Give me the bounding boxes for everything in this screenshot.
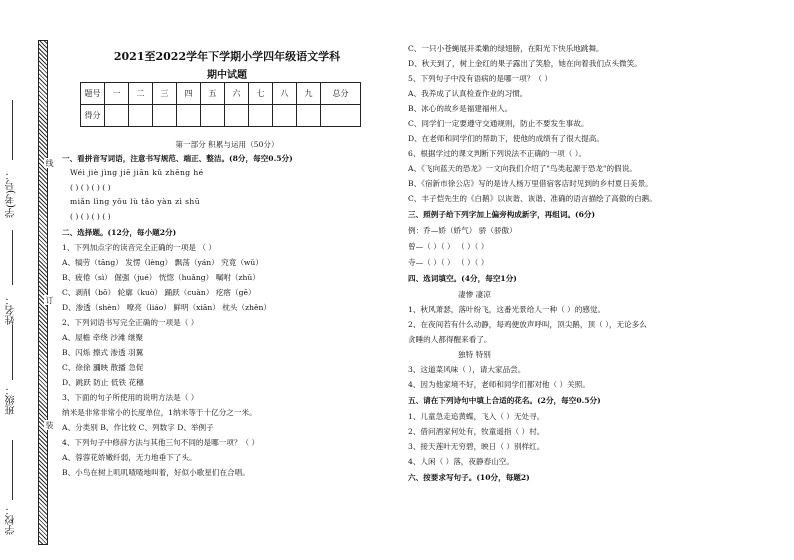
school-blank[interactable] [12,440,13,500]
fill-in-row[interactable]: 曾—（ ）（ ） （ ）（ ） [408,242,489,251]
class-blank[interactable] [12,325,13,380]
section-heading: 四、选词填空。(4分，每空1分) [408,274,517,283]
score-cell: 九 [297,83,321,105]
binding-mark-ding: 订 [45,296,54,304]
question-text: 1、下列加点字的读音完全正确的一项是 （ ） [62,243,216,252]
student-id-blank[interactable] [12,100,13,160]
score-input-cell[interactable] [249,105,273,127]
fill-in-sentence[interactable]: 4、因为他家境不好，老师和同学们都对他（ ）关照。 [408,380,590,389]
score-cell: 六 [225,83,249,105]
score-cell: 二 [129,83,153,105]
binding-mark-zhuang: 装 [45,421,54,429]
option-text: B、《宿新市徐公店》写的是诗人杨万里借宿客店时见到的乡村夏日美景。 [408,179,653,188]
option-text: A、分类别 B、作比较 C、列数字 D、举例子 [62,423,214,432]
score-cell: 题号 [81,83,105,105]
fill-in-sentence[interactable]: 2、借问酒家何处有，牧童遥指（ ）村。 [408,427,545,436]
option-text: C、徐徐 瀰映 散播 急促 [62,363,144,372]
option-text: A、《飞向蓝天的恐龙》一文向我们介绍了"鸟类起源于恐龙"的假说。 [408,164,637,173]
fill-in-sentence[interactable]: 3、接天莲叶无穷碧，映日（ ）别样红。 [408,442,545,451]
part-one-heading: 第一部分 积累与运用（50分） [175,140,279,149]
binding-mark-xian: 线 [45,159,54,167]
exam-title: 2021至2022学年下学期小学四年级语文学科 [113,50,341,63]
section-heading: 五、请在下列诗句中填上合适的花名。(2分，每空0.5分) [408,396,601,405]
fill-in-row[interactable]: 寺—（ ）（ ） （ ）（ ） [408,258,489,267]
sentence-continuation: 贪睡的人都得醒来看了。 [408,335,492,344]
option-text: B、疲倦（sì） 倔强（jué） 恍惚（huǎng） 嘱咐（zhǔ） [62,273,260,282]
question-text: 6、根据学过的课文判断下列说法不正确的一项（ ）。 [408,149,587,158]
section-heading: 六、按要求写句子。(10分，每题2) [408,473,530,482]
option-text: D、在老师和同学们的帮助下，使他的成绩有了很大提高。 [408,134,604,143]
score-cell: 一 [105,83,129,105]
option-text: A、我养成了认真检查作业的习惯。 [408,89,528,98]
word-choices: 独特 特别 [458,350,491,359]
answer-blanks-row[interactable]: ( ) ( ) ( ) ( ) [70,212,111,221]
school-label: 学校： [6,505,17,535]
score-input-cell[interactable] [273,105,297,127]
question-text: 4、下列句子中修辞方法与其他三句不同的是哪一项？（ ） [62,438,260,447]
score-table-score-row [81,105,361,127]
question-text: 5、下列句子中没有语病的是哪一项？（ ） [408,74,552,83]
section-heading: 二、选择题。(12分，每小题2分) [62,228,177,237]
question-text: 2、下列词语书写完全正确的一项是（ ） [62,318,199,327]
score-input-cell[interactable] [201,105,225,127]
question-text: 纳米是非常非常小的长度单位，1纳米等于十亿分之一米。 [62,408,257,417]
option-text: C、丰子恺先生的《白鹅》以诙谐、诙谐、准确的语言描绘了高傲的白鹅。 [408,194,657,203]
option-text: C、一只小苍蝇展开柔嫩的绿翅膀，在阳光下快乐地跳舞。 [408,44,604,53]
name-label: 姓名： [6,295,17,325]
score-cell: 八 [273,83,297,105]
score-table [80,82,361,127]
option-text: A、犒劳（tāng） 发愣（lèng） 飘荡（yán） 究竟（wǔ） [62,258,263,267]
fill-in-sentence[interactable]: 1、儿童急走追黄蝶，飞入（ ）无处寻。 [408,412,545,421]
option-text: C、剥削（bō） 轮廓（kuò） 踊跃（cuàn） 疙瘩（gē） [62,288,256,297]
score-input-cell[interactable] [297,105,321,127]
question-text: 3、下面的句子所使用的说明方法是（ ） [62,393,199,402]
fill-in-sentence[interactable]: 4、人闲（ ）落，夜静春山空。 [408,457,514,466]
score-input-cell[interactable] [177,105,201,127]
score-input-cell[interactable] [105,105,129,127]
option-text: B、冰心的故乡是福建福州人。 [408,104,513,113]
score-cell: 七 [249,83,273,105]
option-text: B、小鸟在树上叽叽喳喳地叫着，好似小歌星们在合唱。 [62,468,250,477]
score-cell: 总分 [321,83,361,105]
score-input-cell[interactable] [129,105,153,127]
section-heading: 三、照例子给下列字加上偏旁构成新字，再组词。(6分) [408,210,596,219]
score-table-header-row [81,83,361,105]
binding-margin [0,0,60,560]
score-cell: 五 [201,83,225,105]
pinyin-row: miǎn lìng yǒu lù tǎo yàn zì shū [70,197,200,206]
score-input-cell[interactable] [225,105,249,127]
fill-in-sentence[interactable]: 2、在夜间若有什么动静，每鸡便放声呼叫，顶尖鹅，顶（ ），无论多么 [408,320,647,329]
option-text: D、秋天到了，树上金红的果子露出了笑脸，她在向着我们点头微笑。 [408,59,642,68]
pinyin-row: Wéi jiè jìng jiē jiān kǔ zhēng hé [70,168,204,177]
score-input-cell[interactable] [321,105,361,127]
option-text: D、渗透（shèn） 嘹亮（liáo） 鲜明（xiān） 枕头（zhěn） [62,303,271,312]
section-heading: 一、看拼音写词语，注意书写规范、端正、整洁。(8分，每空0.5分) [62,154,293,163]
binding-hatch-strip [38,40,48,545]
answer-blanks-row[interactable]: ( ) ( ) ( ) ( ) [70,183,111,192]
option-text: D、跳跃 防止 低铁 花穗 [62,378,144,387]
word-choices: 凄惨 凄凉 [458,290,491,299]
example-text: 例：乔—娇（娇气） 骄（骄傲） [408,226,517,235]
score-row-label: 得分 [81,105,105,127]
fill-in-sentence[interactable]: 3、这道菜风味（ ），请大家品尝。 [408,365,526,374]
score-input-cell[interactable] [153,105,177,127]
score-cell: 三 [153,83,177,105]
fill-in-sentence[interactable]: 1、秋风萧瑟，落叶纷飞，这番光景给人一种（ ）的感觉。 [408,305,606,314]
student-id-label: 学(考)号： [6,170,17,218]
option-text: B、闪烁 擦式 渗透 羽翼 [62,348,144,357]
class-label: 班级： [6,385,17,415]
exam-subtitle: 期中试题 [207,70,247,81]
score-cell: 四 [177,83,201,105]
name-blank[interactable] [12,230,13,285]
option-text: A、蓉蓉花娇嫩纤弱，无力地垂下了头。 [62,453,197,462]
option-text: A、屋檐 牵绕 沙滩 继聚 [62,333,144,342]
option-text: C、同学们一定要遵守交通规则，防止不要发生事故。 [408,119,589,128]
